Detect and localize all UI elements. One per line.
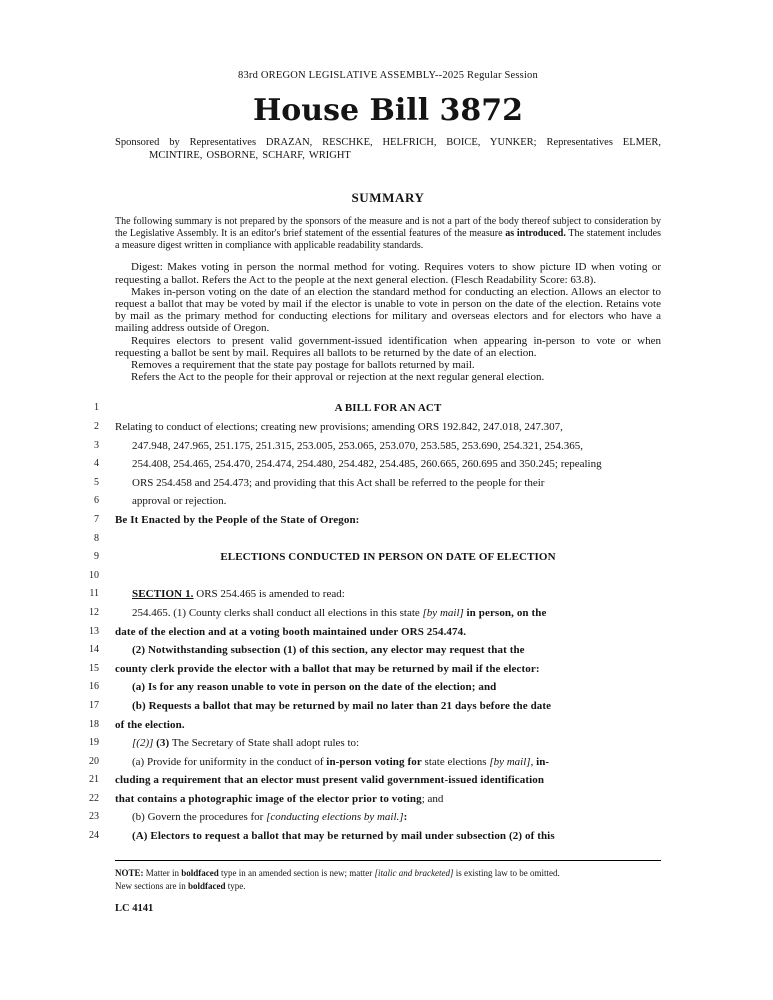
bill-line — [89, 623, 661, 642]
text-segment: type in an amended section is new; matter — [218, 867, 375, 878]
text-segment: of the election. — [115, 718, 185, 731]
text-segment: (a) Provide for uniformity in the conduct of — [132, 755, 327, 768]
summary-digest — [115, 261, 661, 383]
line-text — [115, 716, 661, 735]
bill-line — [89, 734, 661, 753]
digest-paragraph: Digest: Makes voting in person the normal method for voting. Requires voters to show picture ID when voting or requesting a ballot. Refers the Act to the people at the next general election. (Flesch Readability Score: 63.8). — [115, 261, 661, 286]
line-number: 13 — [89, 625, 99, 637]
text-segment: The following summary is not prepared by the sponsors of the measure and is not a part of the body thereof subject to consideration by the Legislative Assembly. It is an editor's brief statement of the essential features of the measure — [115, 216, 661, 239]
text-segment: ; and — [421, 792, 444, 805]
text-segment: (b) Govern the procedures for — [132, 811, 267, 824]
line-number: 10 — [89, 569, 99, 581]
text-segment: [by mail] — [422, 606, 464, 619]
text-segment: (A) Electors to request a ballot that may be returned by mail under subsection (2) of this — [132, 830, 555, 843]
bill-line — [89, 585, 661, 604]
line-number: 20 — [89, 755, 99, 767]
text-segment: 254.408, 254.465, 254.470, 254.474, 254.480, 254.482, 254.485, 260.665, 260.695 and 350.245; repealing — [132, 458, 602, 471]
text-segment: A BILL FOR AN ACT — [334, 402, 442, 415]
bill-line — [89, 790, 661, 809]
text-segment: county clerk provide the elector with a ballot that may be returned by mail if the elector: — [115, 662, 540, 675]
text-segment: ORS 254.458 and 254.473; and providing that this Act shall be referred to the people for their — [132, 476, 545, 489]
line-text — [115, 492, 661, 511]
bill-line — [89, 753, 661, 772]
line-text — [115, 548, 661, 567]
line-text — [115, 418, 661, 437]
bill-line — [94, 418, 661, 437]
line-text — [115, 790, 661, 809]
text-segment: 254.465. (1) County clerks shall conduct all elections in this state — [132, 606, 423, 619]
line-number: 1 — [94, 402, 99, 414]
digest-paragraph: Refers the Act to the people for their approval or rejection at the next regular general election. — [131, 371, 545, 384]
text-segment: , — [530, 755, 537, 768]
line-number: 9 — [94, 551, 99, 563]
text-segment: in-person voting for — [326, 755, 422, 768]
footer-note-line1 — [115, 868, 661, 879]
bill-line — [89, 567, 661, 586]
text-segment: state elections — [421, 755, 490, 768]
line-number: 6 — [94, 495, 99, 507]
text-segment: (2) Notwithstanding subsection (1) of this section, any elector may request that the — [132, 644, 525, 657]
line-text — [115, 641, 661, 660]
bill-line — [89, 771, 661, 790]
bill-line — [89, 678, 661, 697]
text-segment: (b) Requests a ballot that may be returned by mail no later than 21 days before the date — [132, 699, 552, 712]
line-text — [115, 399, 661, 418]
line-text — [115, 771, 661, 790]
bill-line — [94, 530, 661, 549]
bill-line — [94, 548, 661, 567]
bill-line — [94, 437, 661, 456]
line-number: 11 — [89, 588, 99, 600]
summary-heading: SUMMARY — [351, 190, 425, 205]
line-number: 7 — [94, 513, 99, 525]
text-segment: Be It Enacted by the People of the State of Oregon: — [115, 513, 360, 526]
line-number: 18 — [89, 718, 99, 730]
text-segment: cluding a requirement that an elector must present valid government-issued identification — [115, 774, 545, 787]
line-number: 17 — [89, 699, 99, 711]
sponsors-line: Sponsored by Representatives DRAZAN, RESCHKE, HELFRICH, BOICE, YUNKER; Representatives ELMER, MCINTIRE, OSBORNE, SCHARF, WRIGHT — [115, 137, 661, 161]
text-segment: as introduced. — [505, 227, 566, 239]
line-number: 15 — [89, 662, 99, 674]
text-segment: approval or rejection. — [132, 495, 227, 508]
bill-line — [89, 827, 661, 846]
digest-paragraph: Removes a requirement that the state pay postage for ballots returned by mail. — [131, 359, 475, 372]
line-number: 4 — [94, 458, 99, 470]
text-segment: date of the election and at a voting booth maintained under ORS 254.474. — [115, 625, 467, 638]
text-segment: [(2)] — [132, 737, 154, 750]
bill-line — [94, 492, 661, 511]
bill-body — [89, 399, 661, 845]
text-segment: boldfaced — [181, 867, 219, 878]
text-segment: ELECTIONS CONDUCTED IN PERSON ON DATE OF ELECTION — [220, 551, 556, 564]
summary-disclaimer-note — [115, 216, 661, 251]
text-segment: type. — [225, 880, 246, 891]
line-text — [115, 474, 661, 493]
text-segment: : — [403, 811, 408, 824]
lc-number: LC 4141 — [115, 902, 154, 914]
bill-line — [94, 474, 661, 493]
line-number: 19 — [89, 737, 99, 749]
line-text — [115, 511, 661, 530]
bill-line — [94, 455, 661, 474]
line-text — [115, 604, 661, 623]
line-number: 8 — [94, 532, 99, 544]
bill-line — [89, 641, 661, 660]
text-segment: The Secretary of State shall adopt rules to: — [169, 737, 360, 750]
bill-title: House Bill 3872 — [252, 93, 524, 128]
line-text — [115, 455, 661, 474]
line-number: 24 — [89, 830, 99, 842]
line-text — [115, 753, 661, 772]
text-segment: in person, on the — [466, 606, 547, 619]
bill-line — [89, 604, 661, 623]
footer-divider — [115, 860, 661, 861]
bill-line — [89, 697, 661, 716]
bill-line — [89, 808, 661, 827]
bill-line — [89, 716, 661, 735]
text-segment: [italic and bracketed] — [374, 867, 454, 878]
line-text — [115, 437, 661, 456]
line-text — [115, 585, 661, 604]
text-segment: The statement includes a measure digest written in compliance with applicable readability standards. — [115, 227, 661, 251]
line-text — [115, 623, 661, 642]
text-segment: [conducting elections by mail.] — [266, 811, 404, 824]
line-number: 22 — [89, 792, 99, 804]
line-number: 23 — [89, 811, 99, 823]
line-text — [115, 827, 661, 846]
text-segment: [by mail] — [489, 755, 531, 768]
line-number: 21 — [89, 774, 99, 786]
text-segment: (3) — [156, 737, 170, 750]
bill-line — [89, 660, 661, 679]
line-text — [115, 660, 661, 679]
text-segment: SECTION 1. — [132, 588, 194, 601]
footer-note-line2 — [115, 881, 661, 892]
line-number: 16 — [89, 681, 99, 693]
line-number: 3 — [94, 439, 99, 451]
line-text — [115, 678, 661, 697]
text-segment: NOTE: — [115, 867, 144, 878]
text-segment: in- — [536, 755, 550, 768]
bill-line — [94, 399, 661, 418]
line-number: 12 — [89, 606, 99, 618]
text-segment: is existing law to be omitted. — [453, 867, 560, 878]
text-segment: ORS 254.465 is amended to read: — [193, 588, 345, 601]
session-header: 83rd OREGON LEGISLATIVE ASSEMBLY--2025 Regular Session — [238, 70, 538, 81]
text-segment: New sections are in — [115, 880, 188, 891]
line-number: 2 — [94, 421, 99, 433]
line-text — [115, 808, 661, 827]
digest-paragraph: Requires electors to present valid government-issued identification when appearing in-person to vote or when requesting a ballot be sent by mail. Requires all ballots to be returned by the date of an election. — [115, 334, 661, 359]
digest-paragraph: Makes in-person voting on the date of an election the standard method for conducting an election. Allows an elector to request a ballot that may be voted by mail if the elector is unable to vote in person on the date of the election. Retains vote by mail as the primary method for conducting elections for military and overseas electors and for electors who have a mailing address outside of Oregon. — [115, 285, 661, 335]
line-number: 5 — [94, 476, 99, 488]
text-segment: that contains a photographic image of the elector prior to voting — [115, 792, 422, 805]
text-segment: Matter in — [143, 867, 182, 878]
text-segment: boldfaced — [187, 880, 226, 891]
bill-line — [94, 511, 661, 530]
line-text — [115, 734, 661, 753]
text-segment: 247.948, 247.965, 251.175, 251.315, 253.005, 253.065, 253.070, 253.585, 253.690, 254.321, 254.365, — [132, 439, 583, 452]
line-text — [115, 697, 661, 716]
line-number: 14 — [89, 644, 99, 656]
text-segment: (a) Is for any reason unable to vote in person on the date of the election; and — [132, 681, 497, 694]
text-segment: Relating to conduct of elections; creating new provisions; amending ORS 192.842, 247.018, 247.307, — [115, 421, 563, 434]
